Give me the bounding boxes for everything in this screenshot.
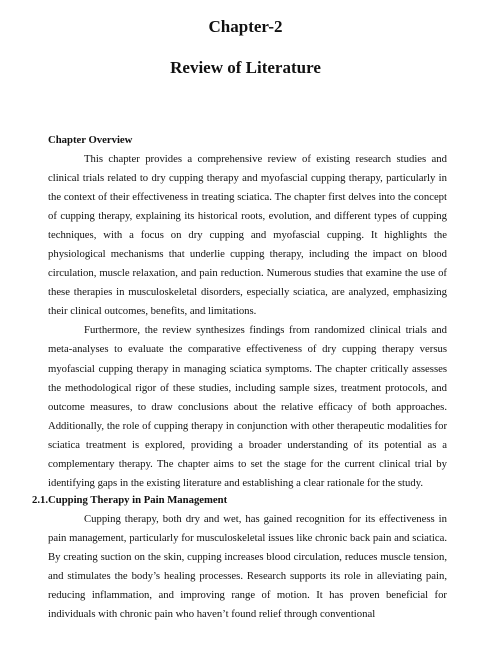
chapter-number: Chapter-2 [208,17,283,36]
overview-paragraph-2: Furthermore, the review synthesizes findings from randomized clinical trials and meta-analyses to evaluate the comparative effectiveness of dry cupping therapy versus myofascial cupping therapy in managing sciatica symptoms. The chapter critically assesses the methodological rigor of these studies, including sample sizes, treatment protocols, and outcome measures, to draw conclusions about the relative efficacy of both approaches. Additionally, the role of cupping therapy in conjunction with other therapeutic modalities for sciatica treatment is explored, providing a broader understanding of its potential as a complementary therapy. The chapter aims to set the stage for the current clinical trial by identifying gaps in the existing literature and establishing a clear rationale for the study. [48,324,447,489]
chapter-overview-body [48,150,447,493]
section-title: Cupping Therapy in Pain Management [48,494,228,506]
section-number: 2.1. [32,494,49,506]
overview-paragraph-1: This chapter provides a comprehensive review of existing research studies and clinical trials related to dry cupping therapy and myofascial cupping therapy, particularly in the context of their effectiveness in treating sciatica. The chapter first delves into the concept of cupping therapy, explaining its historical roots, evolution, and different types of cupping techniques, with a focus on dry cupping and myofascial cupping. It highlights the physiological mechanisms that underlie cupping therapy, including the impact on blood circulation, muscle relaxation, and pain reduction. Numerous studies that examine the use of these therapies in musculoskeletal disorders, especially sciatica, are analyzed, emphasizing their clinical outcomes, benefits, and limitations. [48,153,447,318]
section-2-1-body [48,510,447,624]
section-2-1-heading [32,491,227,510]
chapter-overview-heading: Chapter Overview [48,134,133,146]
chapter-title: Review of Literature [170,58,321,77]
section-2-1-paragraph: Cupping therapy, both dry and wet, has gained recognition for its effectiveness in pain management, particularly for musculoskeletal issues like chronic back pain and sciatica. By creating suction on the skin, cupping increases blood circulation, reduces muscle tension, and stimulates the body’s healing processes. Research supports its role in alleviating pain, reducing inflammation, and improving range of motion. It has proven beneficial for individuals with chronic pain who haven’t found relief through conventional [48,513,447,621]
